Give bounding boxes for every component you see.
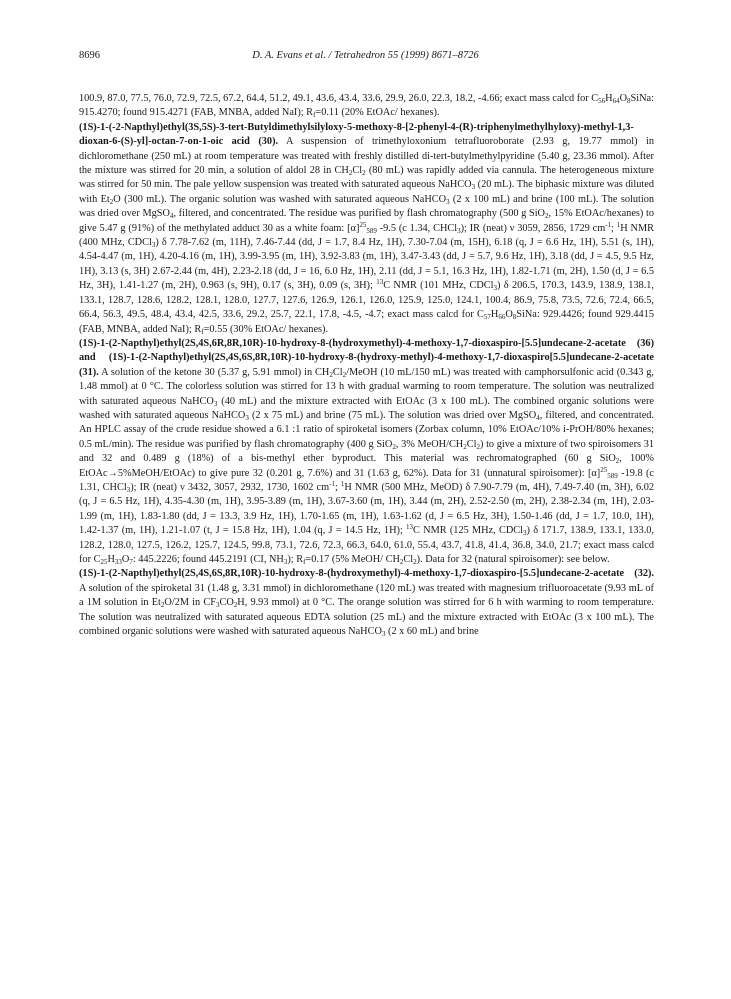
body-text-run: , 100% EtOAc→5%MeOH/EtOAc) to give pure 32 (0.201 g, 7.6%) and 31 (1.63 g, 62%). Data for 31 (unnatural spiroisomer): [α] [79, 453, 655, 479]
body-text-run: Cl [403, 554, 414, 565]
subscript-text: 3 [381, 630, 386, 639]
body-text-run: (80 mL) was rapidly added via cannula. The heterogeneous mixture was stirred for 50 min. The pale yellow suspension was treated with saturated aqueous NaHCO [79, 165, 654, 191]
subscript-text: 66 [498, 313, 506, 322]
body-text-run: (2 x 60 mL) and brine [385, 626, 479, 638]
superscript-text: -1 [605, 220, 612, 229]
body-text-run: O [121, 554, 130, 565]
body-text-run: =0.11 (20% EtOAc/ hexanes). [315, 107, 440, 119]
body-text-run: H [605, 93, 613, 104]
body-text-run: ); R [287, 554, 304, 565]
subscript-text: 589 [607, 471, 618, 480]
body-text-run: , 3% MeOH/CH [395, 438, 464, 450]
paragraph-c13-data-continuation [79, 92, 654, 121]
body-text-run: ) δ 171.7, 138.9, 133.1, 133.0, 128.2, 128.0, 127.5, 126.2, 125.7, 124.5, 99.8, 73.1, 72.6, 72.3, 66.3, 64.0, 61.0, 55.4, 43.7, 41.8, 41.4, 36.8, 34.0, 21.7; exact mass calcd for C [79, 525, 654, 565]
compound-heading: (1S)-1-(2-Napthyl)ethyl(2S,4S,6R,8R,10R)-10-hydroxy-8-(hydroxymethyl)-4-methoxy-1,7-dioxaspiro-[5.5]undecane-2-acetate (36) and (1S)-1-(2-Napthyl)ethyl(2S,4S,6S,8R,10R)-10-hydroxy-8-(hydroxy-methyl)-4-methoxy-1,7-dioxaspiro[5.5]undecane-2-acetate (31). [79, 337, 654, 378]
subscript-text: f [201, 327, 204, 336]
body-text-run: C NMR (125 MHz, CDCl [413, 525, 524, 537]
body-text-run: H NMR (400 MHz, CDCl [79, 222, 654, 249]
subscript-text: 3 [446, 197, 450, 206]
superscript-text: 13 [376, 278, 384, 287]
subscript-text: 2 [476, 442, 480, 451]
subscript-text: 3 [523, 529, 527, 538]
body-text-run: =0.55 (30% EtOAc/ hexanes). [203, 323, 329, 335]
subscript-text: 589 [366, 226, 377, 235]
subscript-text: 2 [399, 558, 404, 566]
body-text-run: CO [219, 597, 234, 609]
body-text-run: , filtered, and concentrated. An HPLC assay of the crude residue showed a 6.1 :1 ratio of spiroketal isomers (Zorbax column, 10% EtOAc/10% i-PrOH/80% hexanes; 0.5 mL/min). The residue was purified by flash chromatography (400 g SiO [79, 409, 655, 450]
body-text-run: (20 mL). The biphasic mixture was diluted with Et [79, 179, 654, 205]
subscript-text: 3 [283, 558, 288, 566]
body-text-run: /MeOH (10 mL/150 mL) was treated with camphorsulfonic acid (0.343 g, 1.48 mmol) at 0 °C. The colorless solution was stirred for 13 h with gradual warming to room temperature. The solution was neutralized with saturated aqueous NaHCO [79, 366, 655, 407]
body-text-run: Cl [352, 165, 363, 177]
running-head: D. A. Evans et al. / Tetrahedron 55 (1999) 8671–8726 [252, 50, 479, 61]
subscript-text: 3 [245, 413, 249, 422]
body-text-run: ); IR (neat) ν 3432, 3057, 2932, 1730, 1602 cm [130, 481, 330, 493]
superscript-text: 13 [406, 523, 414, 532]
subscript-text: f [303, 558, 306, 566]
subscript-text: 2 [109, 197, 114, 206]
page-number: 8696 [79, 50, 100, 61]
compound-heading: (1S)-1-(2-Napthyl)ethyl(2S,4S,6S,8R,10R)-10-hydroxy-8-(hydroxymethyl)-4-methoxy-1,7-dioxaspiro-[5.5]undecane-2-acetate (32). [79, 568, 654, 580]
body-text-run: ; [611, 222, 617, 234]
subscript-text: 2 [615, 457, 620, 466]
body-text-run: C NMR (101 MHz, CDCl [383, 280, 494, 292]
body-text-run: Cl [466, 438, 477, 450]
body-text-run: H, 9.93 mmol) at 0 °C. The orange solution was stirred for 6 h with warming to room temperature. The solution was neutralized with saturated aqueous EDTA solution (25 mL) and the mixture extracted with EtOAc (3 x 100 mL). The combined organic solutions were washed with saturated aqueous NaHCO [79, 597, 654, 638]
subscript-text: 8 [627, 97, 631, 105]
subscript-text: 2 [342, 370, 347, 379]
body-text-run: , filtered, and concentrated. The residue was purified by flash chromatography (500 g SiO [173, 208, 545, 220]
body-text-run: ) δ 206.5, 170.3, 143.9, 138.9, 138.1, 133.1, 128.7, 128.6, 128.2, 128.1, 128.0, 127.7, 127.6, 126.9, 126.1, 126.0, 125.9, 125.0, 124.1, 100.4, 86.9, 75.8, 73.5, 72.6, 72.4, 66.5, 66.4, 56.3, 49.5, 48.4, 43.4, 42.5, 33.6, 29.2, 25.7, 22.1, 17.8, -4.5, -4.7; exact mass calcd for C [79, 280, 654, 321]
body-text-run: -9.5 (c 1.34, CHCl [376, 222, 458, 234]
body-text-run: ); IR (neat) ν 3059, 2856, 1729 cm [460, 222, 606, 234]
subscript-text: 64 [612, 97, 620, 105]
body-text-run: O [505, 309, 513, 321]
body-text-run: ). Data for 32 (natural spiroisomer): see below. [416, 554, 610, 565]
subscript-text: 2 [392, 442, 396, 451]
body-text-run: SiNa: 929.4426; found 929.4415 (FAB, MNBA, added NaI); R [79, 309, 654, 335]
body-text-run: A solution of the spiroketal 31 (1.48 g, 3.31 mmol) in dichloromethane (120 mL) was treated with magnesium trifluoroacetate (9.93 mL of a 1M solution in Et [79, 582, 654, 609]
subscript-text: 33 [114, 558, 122, 566]
body-text-run: 100.9, 87.0, 77.5, 76.0, 72.9, 72.5, 67.2, 64.4, 51.2, 49.1, 43.6, 43.4, 33.6, 29.9, 26.0, 22.3, 18.2, -4.66; exact mass calcd for C [79, 93, 599, 104]
subscript-text: 57 [483, 313, 491, 322]
subscript-text: 3 [493, 284, 497, 293]
body-text-run: ) δ 7.78-7.62 (m, 11H), 7.46-7.44 (dd, J = 1.7, 8.4 Hz, 1H), 7.30-7.04 (m, 15H), 6.18 (q, J = 6.6 Hz, 1H), 5.51 (s, 1H), 4.54-4.47 (m, 1H), 4.20-4.16 (m, 1H), 3.99-3.95 (m, 1H), 3.92-3.83 (m, 1H), 3.47-3.43 (dd, J = 5.7, 9.6 Hz, 1H), 3.18 (dd, J = 4.5, 9.5 Hz, 1H), 3.13 (s, 3H) 2.67-2.44 (m, 4H), 2.23-2.18 (dd, J = 16, 6.0 Hz, 1H), 2.11 (dd, J = 5.1, 16.3 Hz, 1H), 1.82-1.71 (m, 2H), 1.50 (d, J = 6.5 Hz, 3H), 1.41-1.27 (m, 2H), 0.963 (s, 9H), 0.17 (s, 3H), 0.09 (s, 3H); [79, 237, 654, 292]
body-text-run: (2 x 100 mL) and brine (100 mL). The solution was dried over MgSO [79, 193, 654, 220]
body-text-run: A solution of the ketone 30 (5.37 g, 5.91 mmol) in CH [98, 366, 330, 378]
superscript-text: 1 [340, 479, 345, 488]
body-text-run: O (300 mL). The organic solution was washed with saturated aqueous NaHCO [113, 193, 447, 205]
body-text-run: O/2M in CF [164, 597, 216, 609]
subscript-text: 2 [413, 558, 417, 566]
superscript-text: 1 [616, 220, 621, 229]
subscript-text: 3 [213, 399, 218, 408]
subscript-text: 56 [598, 97, 606, 105]
body-text-run: : 445.2226; found 445.2191 (CI, NH [132, 554, 284, 565]
compound-heading: (1S)-1-(-2-Napthyl)ethyl(3S,5S)-3-tert-Butyldimethylsilyloxy-5-methoxy-8-[2-phenyl-4-(R)-triphenylmethylhyloxy)-methyl-1,3-dioxan-6-(S)-yl]-octan-7-on-1-oic acid (30). [79, 121, 634, 148]
subscript-text: 2 [545, 212, 549, 221]
body-text-run: (2 x 75 mL) and brine (75 mL). The solution was dried over MgSO [248, 409, 537, 421]
superscript-text: -1 [329, 479, 335, 488]
body-text-run: H NMR (500 MHz, MeOD) δ 7.90-7.79 (m, 4H), 7.49-7.40 (m, 3H), 6.02 (q, J = 6.5 Hz, 1H), 4.35-4.30 (m, 1H), 3.95-3.89 (m, 1H), 3.67-3.60 (m, 1H), 3.44 (m, 2H), 2.52-2.50 (m, 2H), 2.38-2.34 (m, 1H), 2.03-1.99 (m, 1H), 1.83-1.80 (dd, J = 13.3, 3.9 Hz, 1H), 1.70-1.65 (m, 1H), 1.63-1.62 (d, J = 6.5 Hz, 3H), 1.50-1.46 (dd, J = 1.7, 10.0, 1H), 1.42-1.37 (m, 1H), 1.21-1.07 (t, J = 15.8 Hz, 1H), 1.04 (q, J = 14.5 Hz, 1H); [79, 481, 655, 537]
subscript-text: 3 [215, 601, 220, 610]
subscript-text: 2 [329, 370, 333, 379]
body-text-run: =0.17 (5% MeOH/ CH [305, 554, 400, 565]
body-text-run: ) to give a mixture of two spiroisomers 31 and 32 and 0.489 g (18%) of a bis-methyl ether byproduct. This material was rechromatographed (60 g SiO [79, 438, 654, 465]
superscript-text: 25 [600, 465, 608, 474]
body-text-run: , 15% EtOAc/hexanes) to give 5.47 g (91%) of the methylated adduct 30 as a white foam: [α] [79, 208, 654, 234]
subscript-text: 4 [536, 413, 540, 422]
body-text-run: (40 mL) and the mixture extracted with EtOAc (3 x 100 mL). The combined organic solutions were washed with saturated aqueous NaHCO [79, 395, 654, 421]
subscript-text: 2 [348, 169, 353, 178]
subscript-text: f [313, 111, 316, 120]
body-text-run: ; [334, 481, 341, 493]
body-text-run: A suspension of trimethyloxonium tetrafluoroborate (2.93 g, 19.77 mmol) in dichloromethane (250 mL) at room temperature was treated with freshly distilled di-tert-butylmethylpyridine (5.40 g, 23.36 mmol). After the mixture was stirred for 20 min, a solution of aldol 28 in CH [79, 136, 654, 177]
body-text-run: Cl [332, 366, 343, 378]
paragraph-compound-30 [79, 121, 654, 337]
body-text-run: O [619, 93, 628, 104]
experimental-text [79, 92, 654, 639]
subscript-text: 3 [151, 241, 156, 250]
subscript-text: 8 [512, 313, 517, 322]
subscript-text: 3 [471, 183, 476, 192]
subscript-text: 2 [233, 601, 238, 610]
subscript-text: 2 [463, 442, 467, 451]
paragraph-compound-32 [79, 567, 654, 639]
body-text-run: H [107, 554, 115, 565]
subscript-text: 3 [457, 226, 461, 235]
body-text-run: SiNa: 915.4270; found 915.4271 (FAB, MNBA, added NaI); R [79, 93, 654, 119]
subscript-text: 2 [362, 169, 366, 178]
superscript-text: 25 [359, 220, 367, 229]
subscript-text: 2 [160, 601, 165, 610]
subscript-text: 3 [126, 485, 131, 494]
subscript-text: 4 [169, 212, 174, 221]
subscript-text: 25 [100, 558, 108, 566]
paragraph-compounds-36-31 [79, 337, 654, 568]
body-text-run: H [490, 309, 499, 321]
body-text-run: -19.8 (c 1.31, CHCl [79, 467, 654, 493]
subscript-text: 7 [129, 558, 133, 566]
